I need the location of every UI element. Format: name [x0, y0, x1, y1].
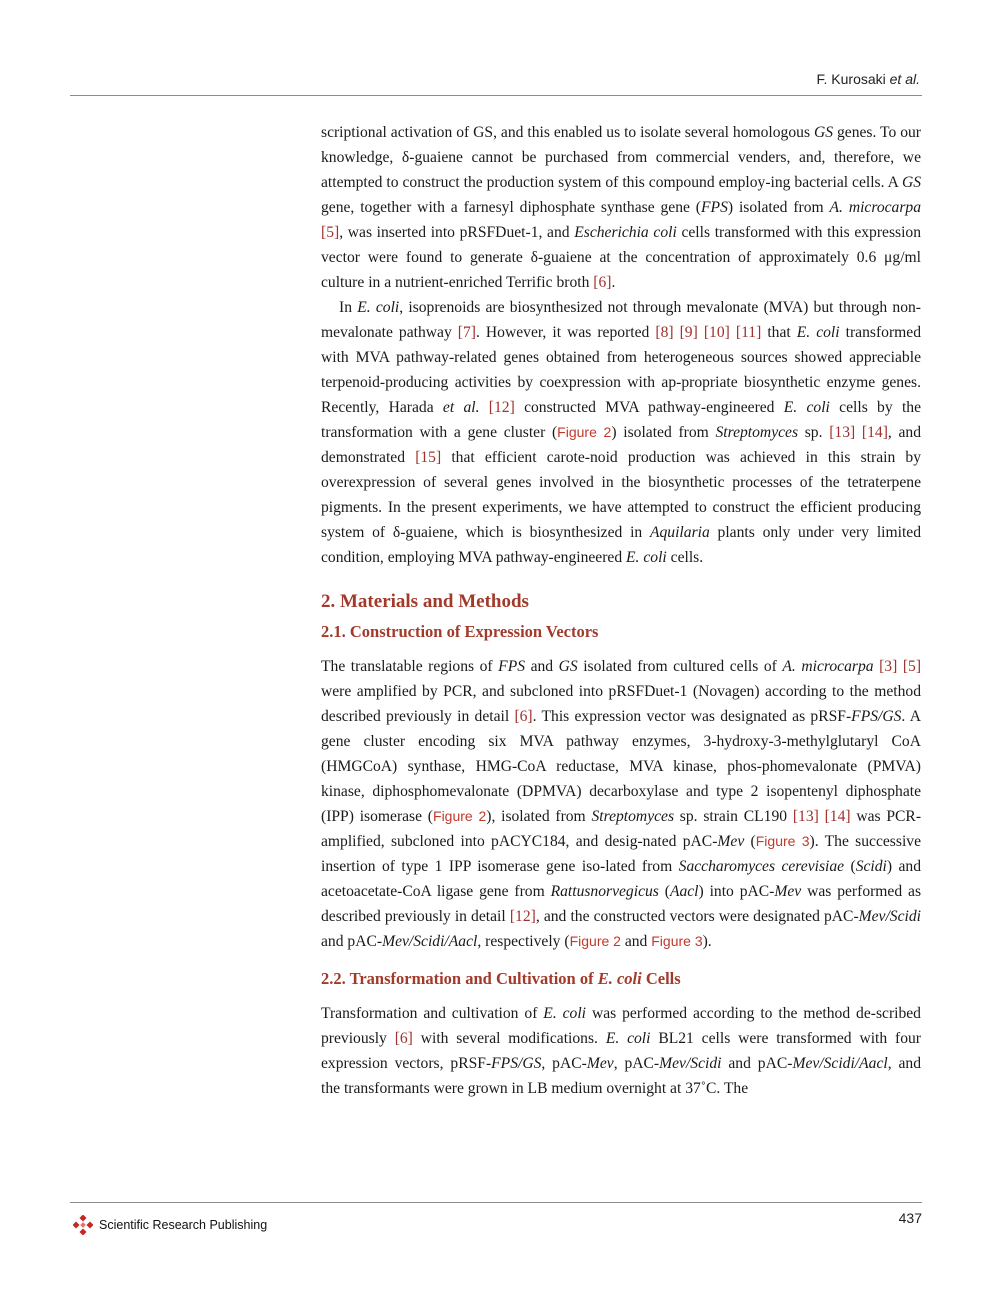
methods-paragraph-2: Transformation and cultivation of E. coli was performed according to the method de-scribed previously [6] with several modifications. E. coli BL21 cells were transformed with four expression vectors, pRSF-FPS/GS, pAC-Mev, pAC-Mev/Scidi and pAC-Mev/Scidi/Aacl, and the transformants were grown in LB medium overnight at 37˚C. The — [321, 1005, 922, 1097]
citation-link[interactable]: [8] — [655, 324, 674, 341]
citation-link[interactable]: [6] — [593, 274, 612, 291]
figure-link[interactable]: Figure 2 — [557, 424, 612, 440]
citation-link[interactable]: [9] — [679, 324, 698, 341]
citation-link[interactable]: [11] — [735, 324, 762, 341]
author-et-al: et al. — [889, 71, 920, 87]
citation-link[interactable]: [12] — [509, 908, 536, 925]
figure-link[interactable]: Figure 3 — [755, 833, 810, 849]
citation-link[interactable]: [13] — [792, 808, 819, 825]
intro-paragraph-1: scriptional activation of GS, and this enabled us to isolate several homologous GS genes. To our knowledge, δ-guaiene cannot be purchased from commercial venders, and, therefore, we attempted to construct the production system of this compound employ-ing bacterial cells. A GS gene, together with a farnesyl diphosphate synthase gene (FPS) isolated from A. microcarpa [5], was inserted into pRSFDuet-1, and Escherichia coli cells transformed with this expression vector were found to generate δ-guaiene at the concentration of approximately 0.6 μg/ml culture in a nutrient-enriched Terrific broth [6]. — [321, 124, 922, 291]
citation-link[interactable]: [14] — [824, 808, 851, 825]
citation-link[interactable]: [5] — [902, 658, 922, 675]
running-header-author — [817, 71, 921, 87]
citation-link[interactable]: [12] — [488, 399, 515, 416]
methods-paragraph-1: The translatable regions of FPS and GS isolated from cultured cells of A. microcarpa [3] [5] were amplified by PCR, and subcloned into pRSFDuet-1 (Novagen) according to the method described previously in detail [6]. This expression vector was designated as pRSF-FPS/GS. A gene cluster encoding six MVA pathway enzymes, 3-hydroxy-3-methylglutaryl CoA (HMGCoA) synthase, HMG-CoA reductase, MVA kinase, phos-phomevalonate (PMVA) kinase, diphosphomevalonate (DPMVA) decarboxylase and type 2 isopentenyl diphosphate (IPP) isomerase (Figure 2), isolated from Streptomyces sp. strain CL190 [13] [14] was PCR-amplified, subcloned into pACYC184, and desig-nated pAC-Mev (Figure 3). The successive insertion of type 1 IPP isomerase gene iso-lated from Saccharomyces cerevisiae (Scidi) and acetoacetate-CoA ligase gene from Rattusnorvegicus (Aacl) into pAC-Mev was performed as described previously in detail [12], and the constructed vectors were designated pAC-Mev/Scidi and pAC-Mev/Scidi/Aacl, respectively (Figure 2 and Figure 3). — [321, 658, 922, 950]
citation-link[interactable]: [3] — [879, 658, 898, 675]
citation-link[interactable]: [6] — [514, 708, 533, 725]
publisher-name: Scientific Research Publishing — [99, 1218, 268, 1232]
author-name: F. Kurosaki — [816, 71, 886, 87]
citation-link[interactable]: [5] — [321, 224, 340, 241]
figure-link[interactable]: Figure 2 — [433, 808, 487, 824]
citation-link[interactable]: [14] — [861, 424, 888, 441]
citation-link[interactable]: [7] — [457, 324, 476, 341]
citation-link[interactable]: [10] — [703, 324, 730, 341]
intro-paragraph-2: In E. coli, isoprenoids are biosynthesized not through mevalonate (MVA) but through non-mevalonate pathway [7]. However, it was reported [8] [9] [10] [11] that E. coli transformed with MVA pathway-related genes obtained from heterogeneous sources showed appreciable terpenoid-producing activities by coexpression with ap-propriate biosynthetic enzyme genes. Recently, Harada et al. [12] constructed MVA pathway-engineered E. coli cells by the transformation with a gene cluster (Figure 2) isolated from Streptomyces sp. [13] [14], and demonstrated [15] that efficient carote-noid production was achieved in this strain by overexpression of several genes involved in the biosynthetic processes of the tetraterpene pigments. In the present experiments, we have attempted to construct the efficient producing system of δ-guaiene, which is biosynthesized in Aquilaria plants only under very limited condition, employing MVA pathway-engineered E. coli cells. — [321, 299, 922, 566]
citation-link[interactable]: [6] — [394, 1030, 413, 1047]
subsection-heading: 2.2. Transformation and Cultivation of E. coli Cells — [321, 969, 681, 988]
section-heading: 2. Materials and Methods — [321, 591, 529, 612]
header-rule — [70, 95, 922, 96]
subsection-heading: 2.1. Construction of Expression Vectors — [321, 622, 599, 641]
footer-rule — [70, 1202, 922, 1203]
page-number: 437 — [898, 1210, 922, 1226]
citation-link[interactable]: [15] — [415, 449, 442, 466]
article-body — [321, 120, 921, 1101]
figure-link[interactable]: Figure 3 — [651, 933, 703, 949]
publisher-logo — [73, 1212, 267, 1238]
citation-link[interactable]: [13] — [829, 424, 856, 441]
figure-link[interactable]: Figure 2 — [569, 933, 621, 949]
srp-logo-icon — [73, 1215, 93, 1235]
